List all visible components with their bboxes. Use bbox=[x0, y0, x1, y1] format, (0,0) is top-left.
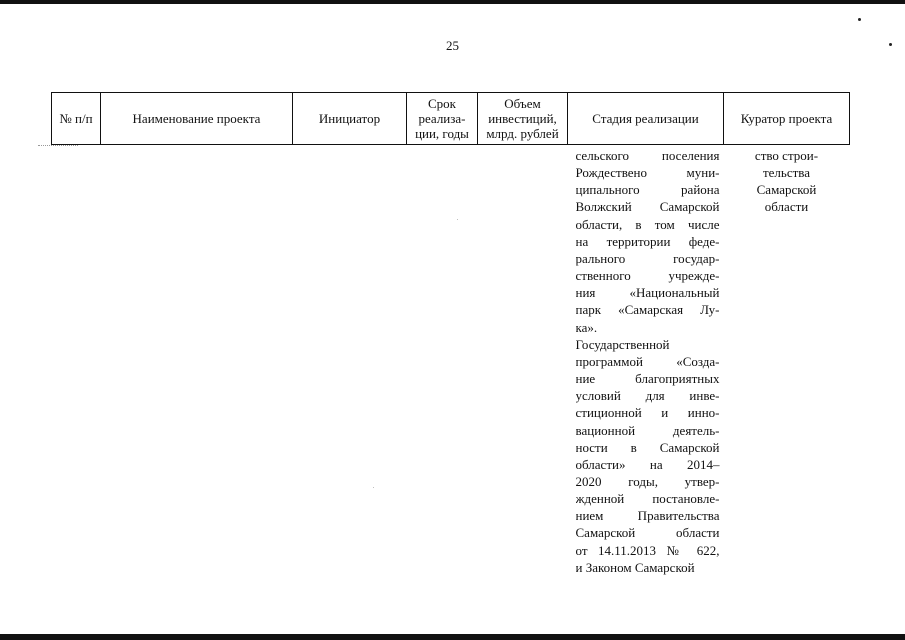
stage-line: ка». bbox=[575, 319, 598, 335]
curator-line: ство строи- bbox=[754, 148, 819, 163]
cell-implementation-stage bbox=[568, 145, 724, 576]
stage-line: на территории феде- bbox=[575, 233, 720, 249]
stage-line: парк «Самарская Лу- bbox=[575, 302, 720, 318]
stage-line: от 14.11.2013 № 622, bbox=[575, 542, 720, 558]
cell-initiator bbox=[293, 145, 407, 576]
stage-line: ственного учрежде- bbox=[575, 268, 720, 284]
stage-line: ние благоприятных bbox=[575, 371, 720, 387]
stage-line: Самарской области bbox=[575, 525, 720, 541]
curator-line: области bbox=[764, 199, 809, 215]
stage-line: условий для инве- bbox=[575, 388, 720, 404]
header-curator: Куратор проекта bbox=[724, 93, 850, 145]
stage-line: и Законом Самарской bbox=[575, 559, 695, 575]
cell-project-name bbox=[101, 145, 293, 576]
cell-curator bbox=[724, 145, 850, 576]
top-border-rule bbox=[0, 0, 905, 4]
stage-line: 2020 годы, утвер- bbox=[575, 473, 720, 489]
header-investment-volume: Объем инвестиций, млрд. рублей bbox=[478, 93, 568, 145]
projects-table bbox=[51, 92, 850, 576]
table-row bbox=[52, 145, 850, 576]
curator-text bbox=[726, 147, 848, 216]
cell-investment-volume bbox=[478, 145, 568, 576]
header-implementation-stage: Стадия реализации bbox=[568, 93, 724, 145]
stage-line: ности в Самарской bbox=[575, 439, 720, 455]
curator-line: тельства bbox=[762, 165, 811, 181]
header-number: № п/п bbox=[52, 93, 101, 145]
stage-text bbox=[576, 147, 720, 576]
stage-line: ципального района bbox=[575, 182, 720, 198]
stage-line: программой «Созда- bbox=[575, 353, 720, 369]
page-number: 25 bbox=[446, 38, 459, 53]
header-project-name: Наименование проекта bbox=[101, 93, 293, 145]
header-initiator: Инициатор bbox=[293, 93, 407, 145]
stage-line: жденной постановле- bbox=[575, 491, 720, 507]
header-term: Срок реализа-ции, годы bbox=[407, 93, 478, 145]
cell-term bbox=[407, 145, 478, 576]
stage-line: рального государ- bbox=[575, 250, 720, 266]
stage-line: области, в том числе bbox=[575, 216, 720, 232]
stage-line: сельского поселения bbox=[575, 148, 720, 163]
stage-line: области» на 2014– bbox=[575, 456, 720, 472]
stage-line: нием Правительства bbox=[575, 508, 720, 524]
curator-line: Самарской bbox=[756, 182, 817, 198]
stage-line: Рождествено муни- bbox=[575, 165, 720, 181]
stage-line: стиционной и инно- bbox=[575, 405, 720, 421]
scan-speck bbox=[858, 18, 861, 21]
stage-line: ния «Национальный bbox=[575, 285, 720, 301]
cell-number bbox=[52, 145, 101, 576]
stage-line: Волжский Самарской bbox=[575, 199, 720, 215]
bottom-border-rule bbox=[0, 634, 905, 640]
stage-line: Государственной bbox=[575, 336, 670, 352]
table-header-row bbox=[52, 93, 850, 145]
stage-line: вационной деятель- bbox=[575, 422, 720, 438]
